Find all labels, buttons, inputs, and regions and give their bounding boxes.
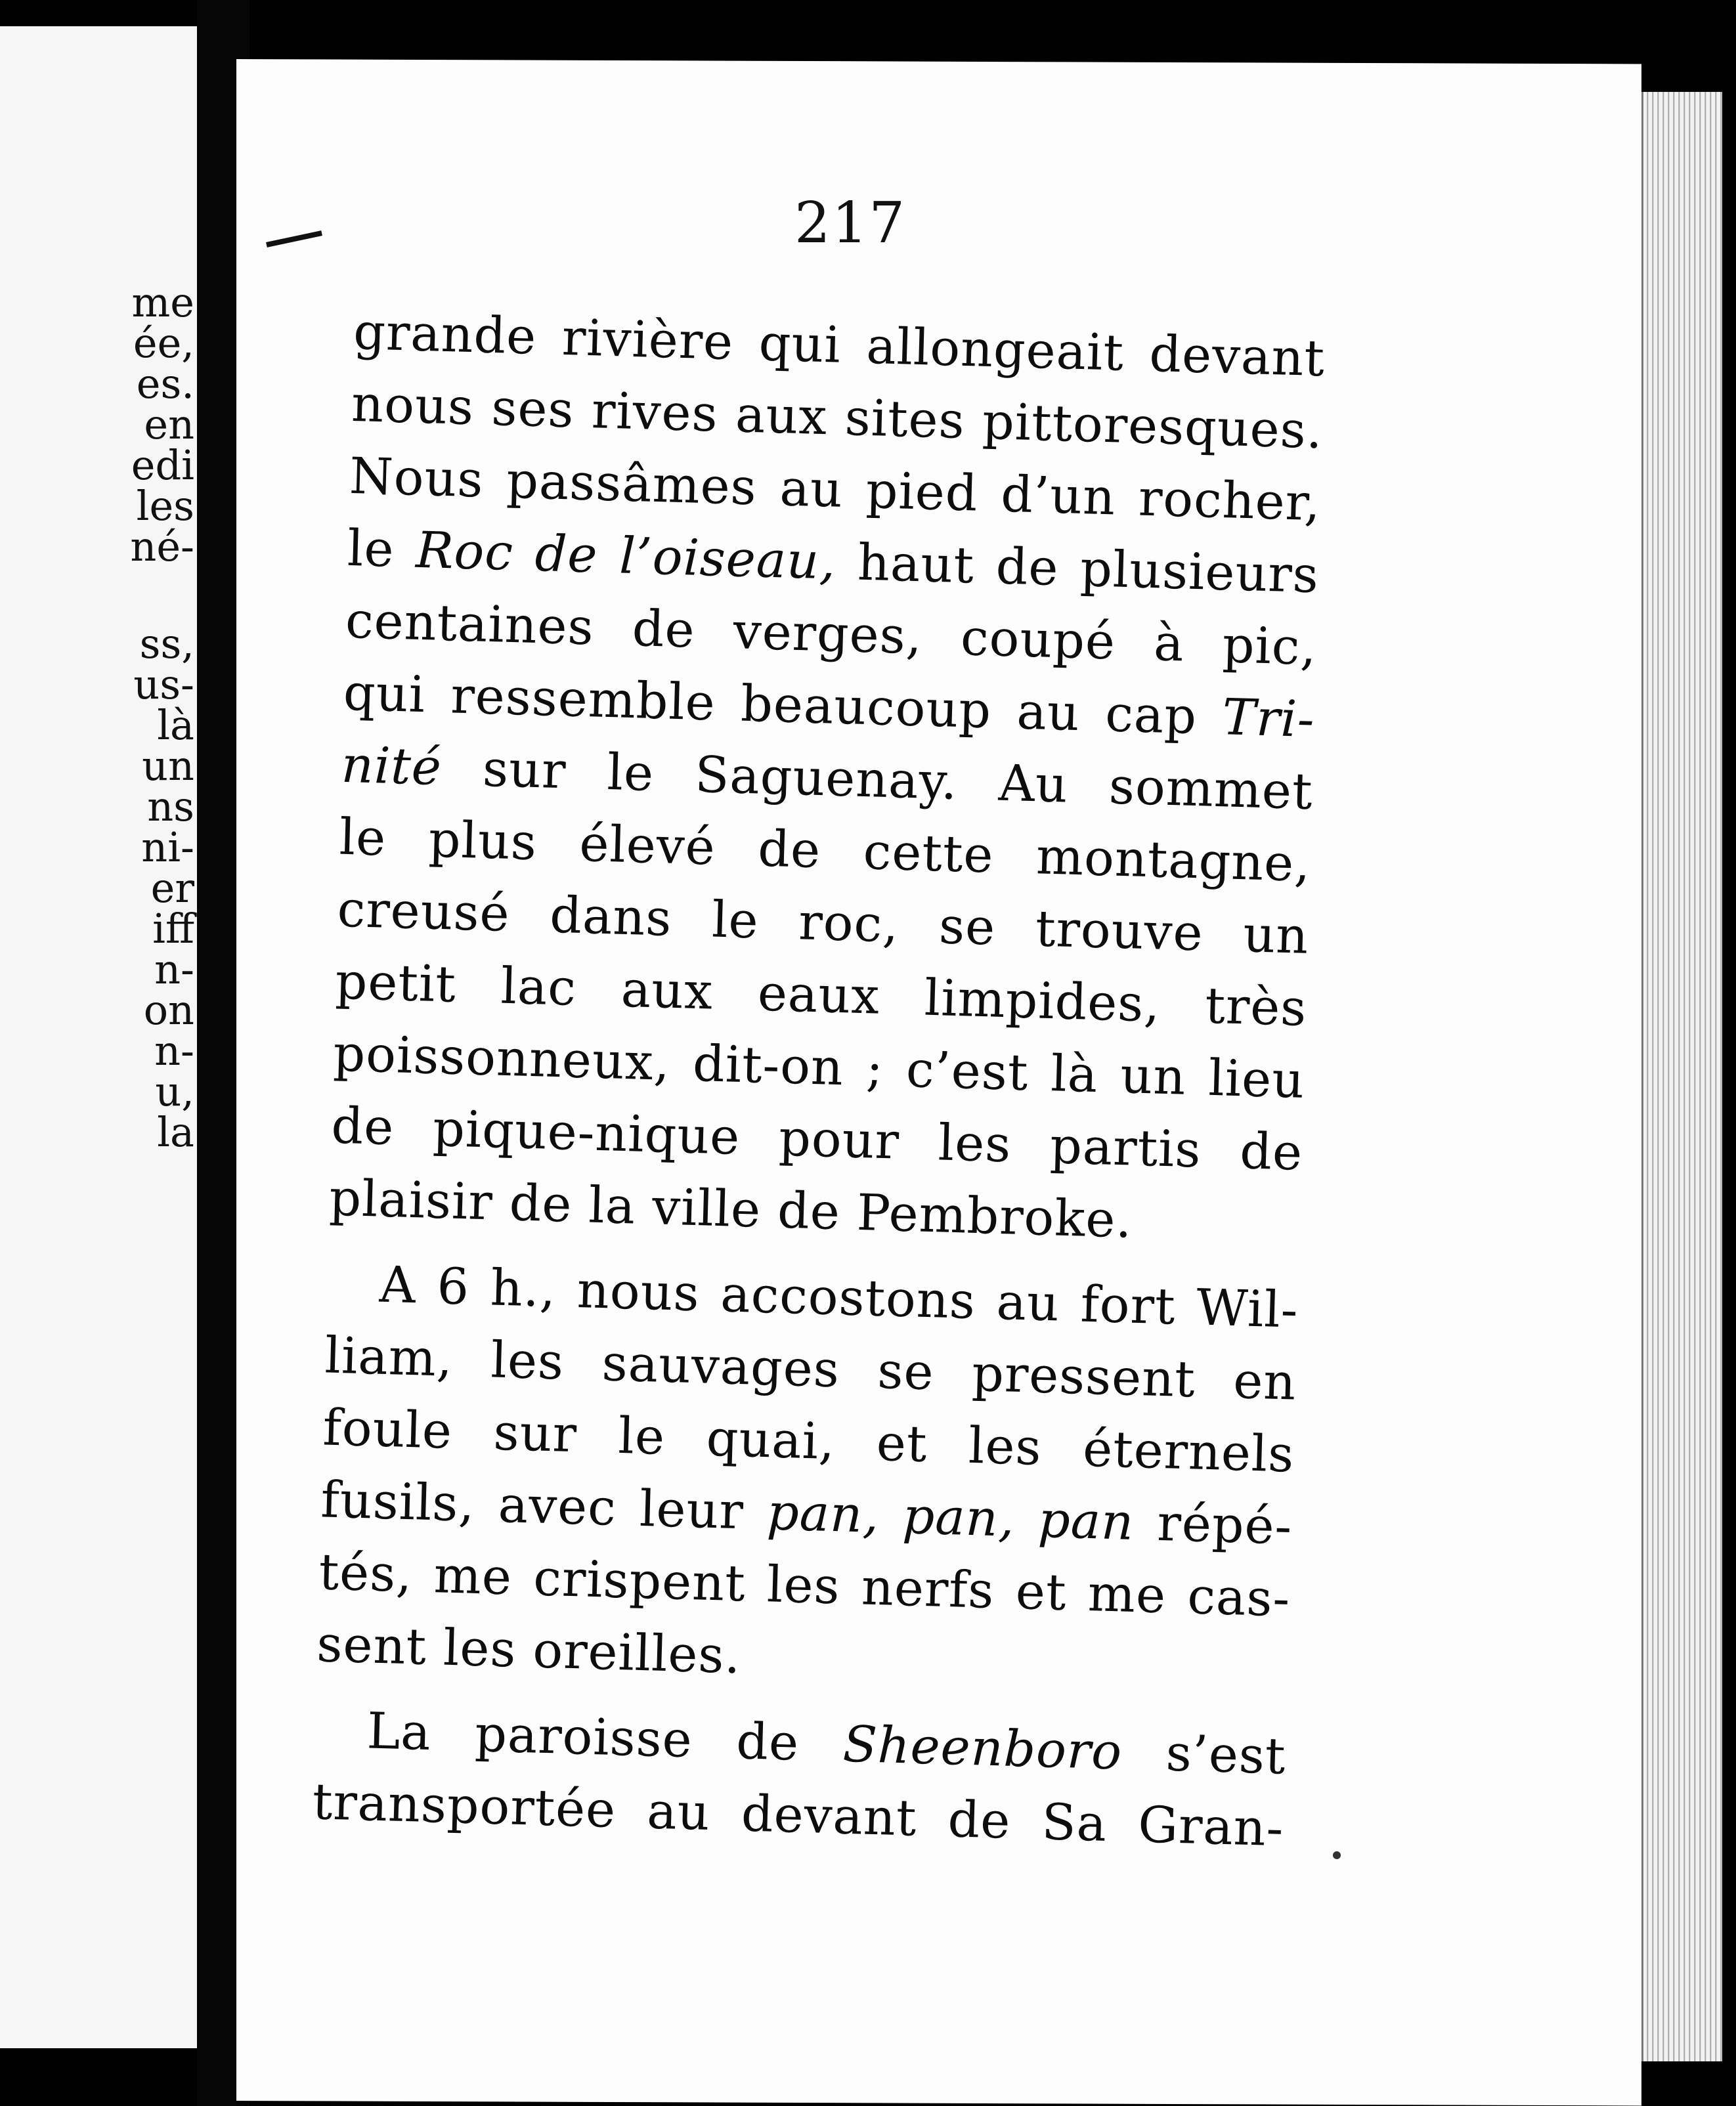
text-line: liam, les sauvages se pressent en (324, 1325, 1297, 1411)
left-page-fragment: né- (130, 523, 194, 570)
text-line: petit lac aux eaux limpides, très (334, 951, 1308, 1037)
text-line: sent les oreilles. (316, 1614, 742, 1685)
text-run: répé- (1133, 1492, 1293, 1556)
left-page-fragment: ée, (133, 319, 194, 367)
left-page-fragment: es. (136, 360, 194, 408)
left-page-fragment: un (142, 742, 194, 790)
text-run: sur le Saguenay. Au sommet (441, 738, 1314, 821)
text-run: La paroisse de (366, 1701, 844, 1773)
left-page-fragment: me (131, 278, 194, 326)
text-line: de pique-nique pour les partis de (330, 1096, 1304, 1182)
paragraph-3 (311, 1693, 1287, 1864)
paragraph-2 (316, 1247, 1299, 1707)
italic-run: nité (340, 735, 443, 796)
text-run: le (347, 518, 417, 579)
left-page-fragment: ss, (139, 620, 194, 668)
text-run: fusils, avec leur (320, 1470, 768, 1541)
italic-run: pan, pan, pan (766, 1482, 1135, 1551)
text-run: qui ressemble beaucoup au cap (342, 662, 1223, 746)
left-page-fragment: u, (155, 1067, 194, 1115)
text-line: A 6 h., nous accostons au fort Wil- (378, 1255, 1299, 1339)
left-page-fragment: er (150, 864, 194, 912)
text-run: haut de plusieurs (835, 532, 1320, 605)
left-page-fragment: les (136, 482, 194, 530)
text-run: s’est (1121, 1722, 1287, 1786)
italic-run: Roc de l’oiseau, (415, 520, 837, 591)
left-page-fragment: edi (131, 441, 194, 489)
text-line: grande rivière qui allongeait devant (353, 301, 1326, 388)
italic-run: Sheenboro (842, 1714, 1123, 1781)
text-line: transportée au devant de Sa Gran- (311, 1772, 1285, 1858)
left-page-fragment: on (143, 986, 194, 1034)
text-line: plaisir de la ville de Pembroke. (328, 1168, 1133, 1249)
left-page-fragment: la (157, 1108, 194, 1156)
text-line: le plus élevé de cette montagne, (338, 807, 1312, 893)
left-page-fragment: n- (154, 1027, 194, 1075)
left-page-fragment: iff (152, 905, 194, 953)
left-facing-page (0, 26, 201, 2048)
text-line: centaines de verges, coupé à pic, (344, 590, 1318, 677)
italic-run: Tri- (1221, 687, 1316, 749)
paper-speck (1333, 1851, 1341, 1859)
text-line: poissonneux, dit-on ; c’est là un lieu (332, 1023, 1306, 1109)
text-line: creusé dans le roc, se trouve un (336, 879, 1310, 965)
left-page-fragment: en (144, 400, 194, 448)
left-page-fragment: ni- (141, 823, 194, 871)
text-line: nous ses rives aux sites pittoresques. (351, 374, 1324, 460)
text-run: Nous passâmes au pied d’un rocher, (349, 446, 1322, 532)
left-page-fragment: us- (133, 660, 194, 708)
body-text (311, 295, 1326, 1864)
paragraph-1 (328, 295, 1326, 1261)
text-line: tés, me crispent les nerfs et me cas- (318, 1542, 1291, 1628)
left-page-fragment: ns (147, 783, 194, 830)
text-line: foule sur le quai, et les éternels (322, 1398, 1295, 1484)
page-number: 217 (794, 190, 907, 256)
left-page-fragment: là (157, 701, 194, 749)
page-edges (1641, 92, 1722, 2061)
left-page-fragment: n- (154, 945, 194, 993)
